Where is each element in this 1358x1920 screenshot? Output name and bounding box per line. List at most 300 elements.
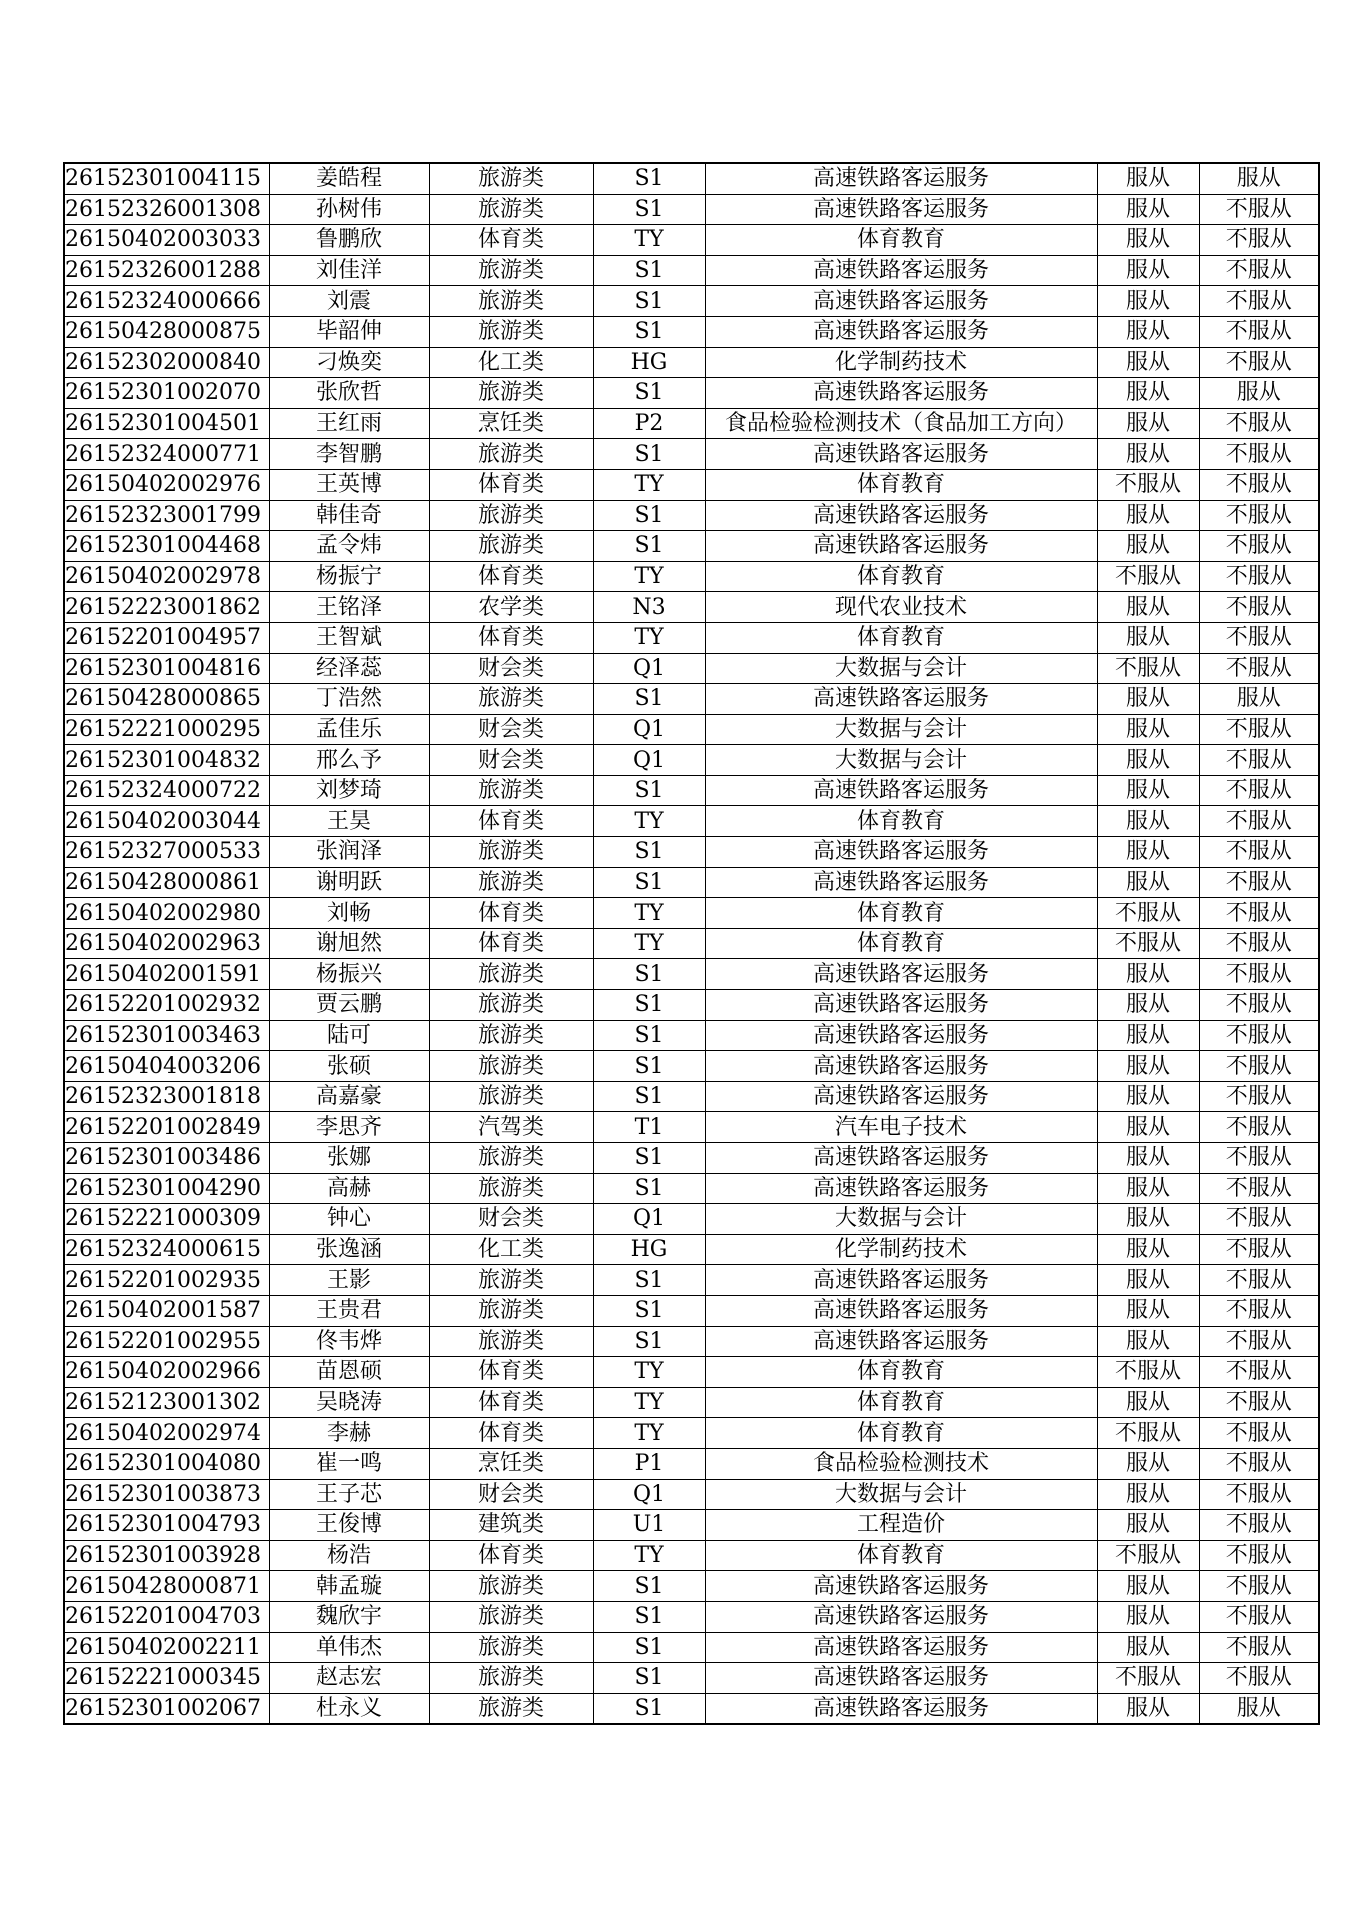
cell-student-name: 王俊博 <box>269 1510 429 1541</box>
cell-major: 体育教育 <box>705 806 1097 837</box>
cell-adjust-school: 不服从 <box>1199 622 1319 653</box>
table-row <box>64 867 1319 898</box>
table-row <box>64 316 1319 347</box>
cell-adjust-school: 不服从 <box>1199 1601 1319 1632</box>
cell-adjust-school: 不服从 <box>1199 898 1319 929</box>
cell-candidate-id: 26152221000345 <box>64 1663 269 1694</box>
cell-subject-code: TY <box>593 1418 705 1449</box>
table-row <box>64 1295 1319 1326</box>
cell-candidate-id: 26152301004290 <box>64 1173 269 1204</box>
table-row <box>64 1479 1319 1510</box>
cell-category: 旅游类 <box>429 531 593 562</box>
cell-adjust-school: 服从 <box>1199 163 1319 194</box>
cell-major: 体育教育 <box>705 1418 1097 1449</box>
cell-major: 高速铁路客运服务 <box>705 1081 1097 1112</box>
cell-adjust-major: 服从 <box>1097 775 1199 806</box>
cell-adjust-school: 不服从 <box>1199 1326 1319 1357</box>
cell-major: 大数据与会计 <box>705 1204 1097 1235</box>
cell-category: 旅游类 <box>429 500 593 531</box>
table-row <box>64 439 1319 470</box>
cell-category: 体育类 <box>429 1540 593 1571</box>
cell-subject-code: S1 <box>593 1051 705 1082</box>
cell-student-name: 杨振宁 <box>269 561 429 592</box>
cell-student-name: 王智斌 <box>269 622 429 653</box>
admission-list-sheet <box>63 162 1318 1725</box>
cell-adjust-major: 服从 <box>1097 531 1199 562</box>
cell-adjust-school: 不服从 <box>1199 1173 1319 1204</box>
cell-candidate-id: 26150402002974 <box>64 1418 269 1449</box>
cell-student-name: 杨浩 <box>269 1540 429 1571</box>
cell-category: 旅游类 <box>429 1265 593 1296</box>
cell-candidate-id: 26150428000871 <box>64 1571 269 1602</box>
cell-subject-code: TY <box>593 1357 705 1388</box>
cell-candidate-id: 26152301004832 <box>64 745 269 776</box>
cell-adjust-major: 服从 <box>1097 1051 1199 1082</box>
cell-adjust-school: 不服从 <box>1199 500 1319 531</box>
cell-candidate-id: 26150428000865 <box>64 684 269 715</box>
cell-candidate-id: 26152302000840 <box>64 347 269 378</box>
cell-student-name: 张硕 <box>269 1051 429 1082</box>
cell-adjust-major: 不服从 <box>1097 653 1199 684</box>
cell-subject-code: P2 <box>593 408 705 439</box>
cell-major: 工程造价 <box>705 1510 1097 1541</box>
cell-subject-code: TY <box>593 1540 705 1571</box>
cell-adjust-school: 不服从 <box>1199 194 1319 225</box>
cell-candidate-id: 26152123001302 <box>64 1387 269 1418</box>
cell-student-name: 刁焕奕 <box>269 347 429 378</box>
cell-student-name: 邢么予 <box>269 745 429 776</box>
cell-adjust-major: 服从 <box>1097 959 1199 990</box>
cell-adjust-school: 不服从 <box>1199 1387 1319 1418</box>
cell-major: 汽车电子技术 <box>705 1112 1097 1143</box>
cell-subject-code: S1 <box>593 775 705 806</box>
cell-student-name: 谢明跃 <box>269 867 429 898</box>
cell-major: 现代农业技术 <box>705 592 1097 623</box>
cell-subject-code: S1 <box>593 1326 705 1357</box>
cell-category: 旅游类 <box>429 378 593 409</box>
cell-major: 大数据与会计 <box>705 1479 1097 1510</box>
cell-student-name: 鲁鹏欣 <box>269 225 429 256</box>
cell-student-name: 韩孟璇 <box>269 1571 429 1602</box>
table-row <box>64 990 1319 1021</box>
cell-category: 体育类 <box>429 1418 593 1449</box>
cell-subject-code: S1 <box>593 990 705 1021</box>
cell-subject-code: HG <box>593 347 705 378</box>
cell-adjust-major: 服从 <box>1097 1387 1199 1418</box>
cell-candidate-id: 26152223001862 <box>64 592 269 623</box>
cell-adjust-major: 不服从 <box>1097 1540 1199 1571</box>
cell-student-name: 吴晓涛 <box>269 1387 429 1418</box>
cell-subject-code: S1 <box>593 286 705 317</box>
table-row <box>64 500 1319 531</box>
table-row <box>64 653 1319 684</box>
cell-category: 财会类 <box>429 653 593 684</box>
cell-adjust-school: 服从 <box>1199 378 1319 409</box>
cell-candidate-id: 26150402002980 <box>64 898 269 929</box>
cell-subject-code: N3 <box>593 592 705 623</box>
cell-adjust-school: 不服从 <box>1199 408 1319 439</box>
table-row <box>64 1387 1319 1418</box>
cell-candidate-id: 26152301004501 <box>64 408 269 439</box>
cell-candidate-id: 26152301002067 <box>64 1693 269 1724</box>
cell-adjust-major: 服从 <box>1097 1693 1199 1724</box>
table-row <box>64 592 1319 623</box>
table-row <box>64 378 1319 409</box>
cell-major: 体育教育 <box>705 561 1097 592</box>
cell-category: 旅游类 <box>429 867 593 898</box>
cell-student-name: 王子芯 <box>269 1479 429 1510</box>
cell-student-name: 高嘉豪 <box>269 1081 429 1112</box>
cell-category: 旅游类 <box>429 775 593 806</box>
cell-category: 化工类 <box>429 1234 593 1265</box>
cell-adjust-school: 不服从 <box>1199 1112 1319 1143</box>
table-row <box>64 745 1319 776</box>
cell-student-name: 李思齐 <box>269 1112 429 1143</box>
cell-category: 旅游类 <box>429 1326 593 1357</box>
cell-student-name: 王铭泽 <box>269 592 429 623</box>
cell-adjust-school: 不服从 <box>1199 1632 1319 1663</box>
cell-student-name: 钟心 <box>269 1204 429 1235</box>
cell-student-name: 王英博 <box>269 469 429 500</box>
cell-adjust-major: 服从 <box>1097 286 1199 317</box>
cell-category: 财会类 <box>429 1204 593 1235</box>
cell-adjust-school: 不服从 <box>1199 1357 1319 1388</box>
cell-candidate-id: 26150402002966 <box>64 1357 269 1388</box>
table-row <box>64 837 1319 868</box>
cell-adjust-major: 服从 <box>1097 1112 1199 1143</box>
cell-candidate-id: 26152301004793 <box>64 1510 269 1541</box>
cell-candidate-id: 26152324000771 <box>64 439 269 470</box>
cell-category: 旅游类 <box>429 1020 593 1051</box>
cell-adjust-major: 服从 <box>1097 1326 1199 1357</box>
cell-major: 大数据与会计 <box>705 714 1097 745</box>
cell-category: 财会类 <box>429 714 593 745</box>
table-row <box>64 1357 1319 1388</box>
cell-subject-code: Q1 <box>593 653 705 684</box>
table-row <box>64 225 1319 256</box>
cell-category: 体育类 <box>429 1357 593 1388</box>
table-row <box>64 1448 1319 1479</box>
cell-student-name: 苗恩硕 <box>269 1357 429 1388</box>
cell-adjust-major: 不服从 <box>1097 928 1199 959</box>
cell-major: 高速铁路客运服务 <box>705 286 1097 317</box>
cell-student-name: 李赫 <box>269 1418 429 1449</box>
table-row <box>64 622 1319 653</box>
cell-category: 体育类 <box>429 898 593 929</box>
table-row <box>64 1418 1319 1449</box>
cell-candidate-id: 26150404003206 <box>64 1051 269 1082</box>
cell-adjust-school: 不服从 <box>1199 1571 1319 1602</box>
table-row <box>64 1663 1319 1694</box>
cell-adjust-major: 不服从 <box>1097 469 1199 500</box>
cell-adjust-school: 不服从 <box>1199 1265 1319 1296</box>
cell-category: 旅游类 <box>429 959 593 990</box>
cell-adjust-school: 不服从 <box>1199 745 1319 776</box>
cell-subject-code: S1 <box>593 867 705 898</box>
cell-student-name: 高赫 <box>269 1173 429 1204</box>
cell-category: 体育类 <box>429 225 593 256</box>
cell-candidate-id: 26152301003928 <box>64 1540 269 1571</box>
cell-student-name: 崔一鸣 <box>269 1448 429 1479</box>
cell-major: 体育教育 <box>705 622 1097 653</box>
cell-category: 旅游类 <box>429 1693 593 1724</box>
cell-category: 烹饪类 <box>429 408 593 439</box>
cell-major: 体育教育 <box>705 469 1097 500</box>
cell-adjust-major: 服从 <box>1097 1020 1199 1051</box>
cell-major: 高速铁路客运服务 <box>705 684 1097 715</box>
cell-category: 旅游类 <box>429 684 593 715</box>
cell-student-name: 姜皓程 <box>269 163 429 194</box>
cell-adjust-school: 不服从 <box>1199 1295 1319 1326</box>
cell-adjust-major: 服从 <box>1097 1173 1199 1204</box>
table-row <box>64 1265 1319 1296</box>
cell-adjust-major: 不服从 <box>1097 1663 1199 1694</box>
cell-adjust-major: 服从 <box>1097 684 1199 715</box>
cell-candidate-id: 26152201002932 <box>64 990 269 1021</box>
cell-subject-code: U1 <box>593 1510 705 1541</box>
cell-adjust-major: 服从 <box>1097 837 1199 868</box>
cell-major: 食品检验检测技术 <box>705 1448 1097 1479</box>
cell-adjust-major: 服从 <box>1097 1571 1199 1602</box>
cell-subject-code: S1 <box>593 255 705 286</box>
cell-subject-code: S1 <box>593 194 705 225</box>
cell-student-name: 单伟杰 <box>269 1632 429 1663</box>
table-row <box>64 684 1319 715</box>
cell-student-name: 毕韶伸 <box>269 316 429 347</box>
cell-adjust-major: 服从 <box>1097 316 1199 347</box>
cell-adjust-major: 服从 <box>1097 225 1199 256</box>
table-row <box>64 1326 1319 1357</box>
cell-student-name: 韩佳奇 <box>269 500 429 531</box>
cell-adjust-major: 不服从 <box>1097 561 1199 592</box>
cell-adjust-major: 服从 <box>1097 867 1199 898</box>
cell-category: 农学类 <box>429 592 593 623</box>
cell-candidate-id: 26152201002935 <box>64 1265 269 1296</box>
cell-adjust-major: 不服从 <box>1097 898 1199 929</box>
cell-candidate-id: 26152323001818 <box>64 1081 269 1112</box>
cell-adjust-school: 服从 <box>1199 1693 1319 1724</box>
cell-major: 高速铁路客运服务 <box>705 867 1097 898</box>
cell-candidate-id: 26152301003463 <box>64 1020 269 1051</box>
cell-candidate-id: 26150428000861 <box>64 867 269 898</box>
cell-subject-code: TY <box>593 469 705 500</box>
cell-subject-code: HG <box>593 1234 705 1265</box>
cell-adjust-school: 不服从 <box>1199 1479 1319 1510</box>
cell-subject-code: TY <box>593 561 705 592</box>
cell-adjust-school: 不服从 <box>1199 347 1319 378</box>
cell-category: 体育类 <box>429 561 593 592</box>
cell-adjust-major: 服从 <box>1097 714 1199 745</box>
cell-student-name: 佟韦烨 <box>269 1326 429 1357</box>
cell-adjust-major: 服从 <box>1097 1265 1199 1296</box>
cell-adjust-school: 不服从 <box>1199 837 1319 868</box>
cell-adjust-school: 不服从 <box>1199 561 1319 592</box>
cell-subject-code: S1 <box>593 1143 705 1174</box>
cell-category: 化工类 <box>429 347 593 378</box>
table-row <box>64 163 1319 194</box>
cell-adjust-school: 不服从 <box>1199 1663 1319 1694</box>
cell-candidate-id: 26150402003044 <box>64 806 269 837</box>
cell-candidate-id: 26152301003873 <box>64 1479 269 1510</box>
cell-student-name: 刘畅 <box>269 898 429 929</box>
cell-student-name: 张逸涵 <box>269 1234 429 1265</box>
table-body <box>64 163 1319 1724</box>
cell-candidate-id: 26150402003033 <box>64 225 269 256</box>
cell-major: 高速铁路客运服务 <box>705 1326 1097 1357</box>
cell-subject-code: Q1 <box>593 1479 705 1510</box>
cell-major: 高速铁路客运服务 <box>705 1265 1097 1296</box>
cell-student-name: 刘梦琦 <box>269 775 429 806</box>
cell-adjust-major: 服从 <box>1097 1295 1199 1326</box>
cell-student-name: 张润泽 <box>269 837 429 868</box>
cell-category: 旅游类 <box>429 286 593 317</box>
table-row <box>64 775 1319 806</box>
cell-subject-code: S1 <box>593 163 705 194</box>
cell-adjust-school: 不服从 <box>1199 592 1319 623</box>
cell-adjust-school: 不服从 <box>1199 1020 1319 1051</box>
cell-adjust-school: 不服从 <box>1199 1448 1319 1479</box>
table-row <box>64 531 1319 562</box>
table-row <box>64 959 1319 990</box>
cell-major: 食品检验检测技术（食品加工方向） <box>705 408 1097 439</box>
cell-category: 旅游类 <box>429 1081 593 1112</box>
cell-student-name: 贾云鹏 <box>269 990 429 1021</box>
cell-subject-code: TY <box>593 1387 705 1418</box>
cell-candidate-id: 26152301004080 <box>64 1448 269 1479</box>
cell-subject-code: T1 <box>593 1112 705 1143</box>
cell-candidate-id: 26152326001308 <box>64 194 269 225</box>
cell-student-name: 魏欣宇 <box>269 1601 429 1632</box>
cell-subject-code: S1 <box>593 1601 705 1632</box>
cell-category: 财会类 <box>429 745 593 776</box>
cell-candidate-id: 26150402001587 <box>64 1295 269 1326</box>
cell-category: 旅游类 <box>429 316 593 347</box>
cell-subject-code: S1 <box>593 1632 705 1663</box>
table-row <box>64 194 1319 225</box>
cell-category: 财会类 <box>429 1479 593 1510</box>
cell-major: 高速铁路客运服务 <box>705 163 1097 194</box>
table-row <box>64 469 1319 500</box>
cell-subject-code: S1 <box>593 500 705 531</box>
cell-adjust-major: 服从 <box>1097 622 1199 653</box>
cell-subject-code: S1 <box>593 1173 705 1204</box>
table-row <box>64 1693 1319 1724</box>
cell-subject-code: S1 <box>593 1081 705 1112</box>
cell-candidate-id: 26150402002976 <box>64 469 269 500</box>
cell-major: 大数据与会计 <box>705 653 1097 684</box>
table-row <box>64 714 1319 745</box>
cell-subject-code: TY <box>593 622 705 653</box>
cell-category: 体育类 <box>429 928 593 959</box>
cell-adjust-school: 不服从 <box>1199 1051 1319 1082</box>
cell-major: 高速铁路客运服务 <box>705 1051 1097 1082</box>
cell-student-name: 王影 <box>269 1265 429 1296</box>
cell-adjust-school: 不服从 <box>1199 1234 1319 1265</box>
cell-candidate-id: 26152327000533 <box>64 837 269 868</box>
table-row <box>64 347 1319 378</box>
cell-major: 高速铁路客运服务 <box>705 1632 1097 1663</box>
cell-category: 烹饪类 <box>429 1448 593 1479</box>
cell-subject-code: S1 <box>593 439 705 470</box>
table-row <box>64 286 1319 317</box>
cell-adjust-major: 服从 <box>1097 1143 1199 1174</box>
table-row <box>64 1540 1319 1571</box>
cell-adjust-school: 不服从 <box>1199 286 1319 317</box>
cell-major: 体育教育 <box>705 898 1097 929</box>
cell-subject-code: S1 <box>593 959 705 990</box>
cell-category: 汽驾类 <box>429 1112 593 1143</box>
cell-student-name: 孟佳乐 <box>269 714 429 745</box>
cell-subject-code: S1 <box>593 1295 705 1326</box>
admission-table <box>63 162 1320 1725</box>
cell-major: 体育教育 <box>705 928 1097 959</box>
cell-category: 体育类 <box>429 622 593 653</box>
cell-student-name: 杨振兴 <box>269 959 429 990</box>
cell-category: 体育类 <box>429 469 593 500</box>
cell-adjust-major: 服从 <box>1097 194 1199 225</box>
cell-adjust-school: 不服从 <box>1199 225 1319 256</box>
cell-adjust-major: 服从 <box>1097 990 1199 1021</box>
cell-adjust-school: 不服从 <box>1199 531 1319 562</box>
cell-student-name: 谢旭然 <box>269 928 429 959</box>
table-row <box>64 1510 1319 1541</box>
cell-student-name: 丁浩然 <box>269 684 429 715</box>
cell-major: 化学制药技术 <box>705 347 1097 378</box>
cell-category: 旅游类 <box>429 1571 593 1602</box>
cell-adjust-school: 不服从 <box>1199 439 1319 470</box>
cell-adjust-school: 不服从 <box>1199 806 1319 837</box>
cell-adjust-school: 不服从 <box>1199 255 1319 286</box>
cell-candidate-id: 26150428000875 <box>64 316 269 347</box>
cell-adjust-major: 服从 <box>1097 806 1199 837</box>
cell-candidate-id: 26152324000666 <box>64 286 269 317</box>
table-row <box>64 255 1319 286</box>
cell-adjust-major: 服从 <box>1097 500 1199 531</box>
cell-adjust-major: 服从 <box>1097 1448 1199 1479</box>
cell-adjust-major: 服从 <box>1097 745 1199 776</box>
cell-subject-code: S1 <box>593 1020 705 1051</box>
cell-candidate-id: 26152201004957 <box>64 622 269 653</box>
cell-adjust-major: 服从 <box>1097 439 1199 470</box>
cell-adjust-major: 不服从 <box>1097 1357 1199 1388</box>
cell-category: 体育类 <box>429 1387 593 1418</box>
cell-subject-code: TY <box>593 928 705 959</box>
cell-major: 高速铁路客运服务 <box>705 1601 1097 1632</box>
cell-subject-code: S1 <box>593 531 705 562</box>
cell-candidate-id: 26150402002211 <box>64 1632 269 1663</box>
table-row <box>64 1632 1319 1663</box>
cell-adjust-major: 服从 <box>1097 408 1199 439</box>
cell-major: 体育教育 <box>705 1387 1097 1418</box>
cell-category: 旅游类 <box>429 1051 593 1082</box>
cell-major: 高速铁路客运服务 <box>705 1693 1097 1724</box>
cell-major: 体育教育 <box>705 1540 1097 1571</box>
cell-major: 高速铁路客运服务 <box>705 837 1097 868</box>
cell-major: 高速铁路客运服务 <box>705 439 1097 470</box>
cell-adjust-school: 不服从 <box>1199 928 1319 959</box>
cell-adjust-school: 不服从 <box>1199 1143 1319 1174</box>
cell-adjust-major: 服从 <box>1097 347 1199 378</box>
table-row <box>64 806 1319 837</box>
cell-major: 高速铁路客运服务 <box>705 531 1097 562</box>
cell-category: 旅游类 <box>429 194 593 225</box>
cell-subject-code: S1 <box>593 1571 705 1602</box>
cell-subject-code: Q1 <box>593 1204 705 1235</box>
cell-adjust-school: 不服从 <box>1199 990 1319 1021</box>
cell-major: 大数据与会计 <box>705 745 1097 776</box>
cell-student-name: 王贵君 <box>269 1295 429 1326</box>
cell-candidate-id: 26150402001591 <box>64 959 269 990</box>
